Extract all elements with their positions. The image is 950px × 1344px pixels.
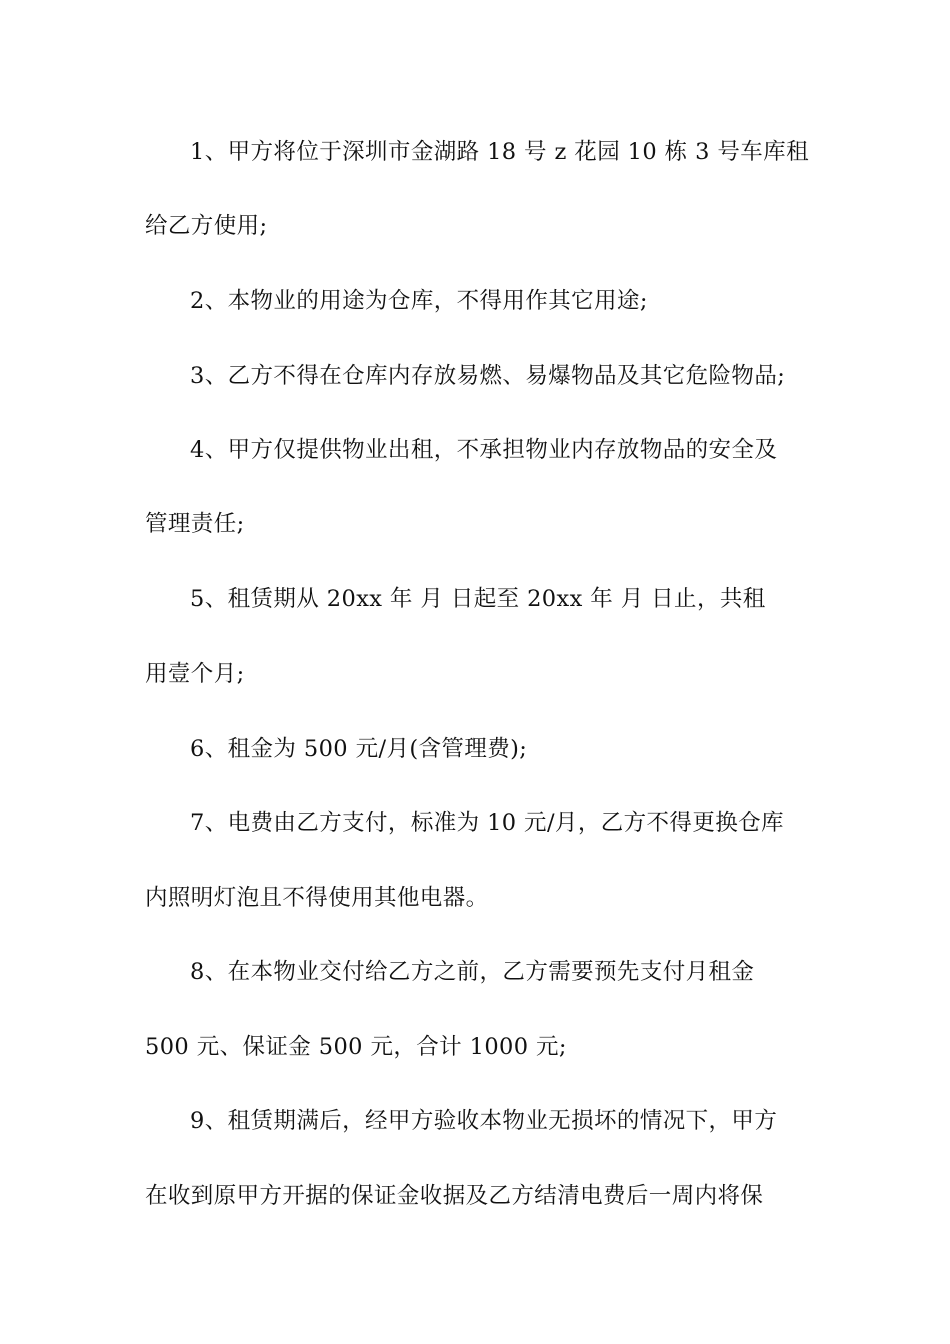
clause-6-line-1: 6、租金为 500 元/月(含管理费); <box>190 736 528 762</box>
clause-7-line-1: 7、电费由乙方支付，标准为 10 元/月，乙方不得更换仓库 <box>190 810 784 836</box>
clause-8-line-1: 8、在本物业交付给乙方之前，乙方需要预先支付月租金 <box>190 959 755 985</box>
clause-5-line-1: 5、租赁期从 20xx 年 月 日起至 20xx 年 月 日止，共租 <box>190 586 766 612</box>
clause-8-line-2: 500 元、保证金 500 元，合计 1000 元; <box>145 1034 567 1060</box>
clause-9-line-1: 9、租赁期满后，经甲方验收本物业无损坏的情况下，甲方 <box>190 1108 778 1134</box>
clause-7-line-2: 内照明灯泡且不得使用其他电器。 <box>145 885 489 911</box>
clause-4-line-2: 管理责任; <box>145 511 245 537</box>
clause-1-line-1: 1、甲方将位于深圳市金湖路 18 号 z 花园 10 栋 3 号车库租 <box>190 139 809 165</box>
clause-1-line-2: 给乙方使用; <box>145 213 268 239</box>
clause-2-line-1: 2、本物业的用途为仓库，不得用作其它用途; <box>190 288 648 314</box>
clause-9-line-2: 在收到原甲方开据的保证金收据及乙方结清电费后一周内将保 <box>145 1183 764 1209</box>
clause-3-line-1: 3、乙方不得在仓库内存放易燃、易爆物品及其它危险物品; <box>190 363 786 389</box>
clause-5-line-2: 用壹个月; <box>145 661 245 687</box>
clause-4-line-1: 4、甲方仅提供物业出租，不承担物业内存放物品的安全及 <box>190 437 778 463</box>
